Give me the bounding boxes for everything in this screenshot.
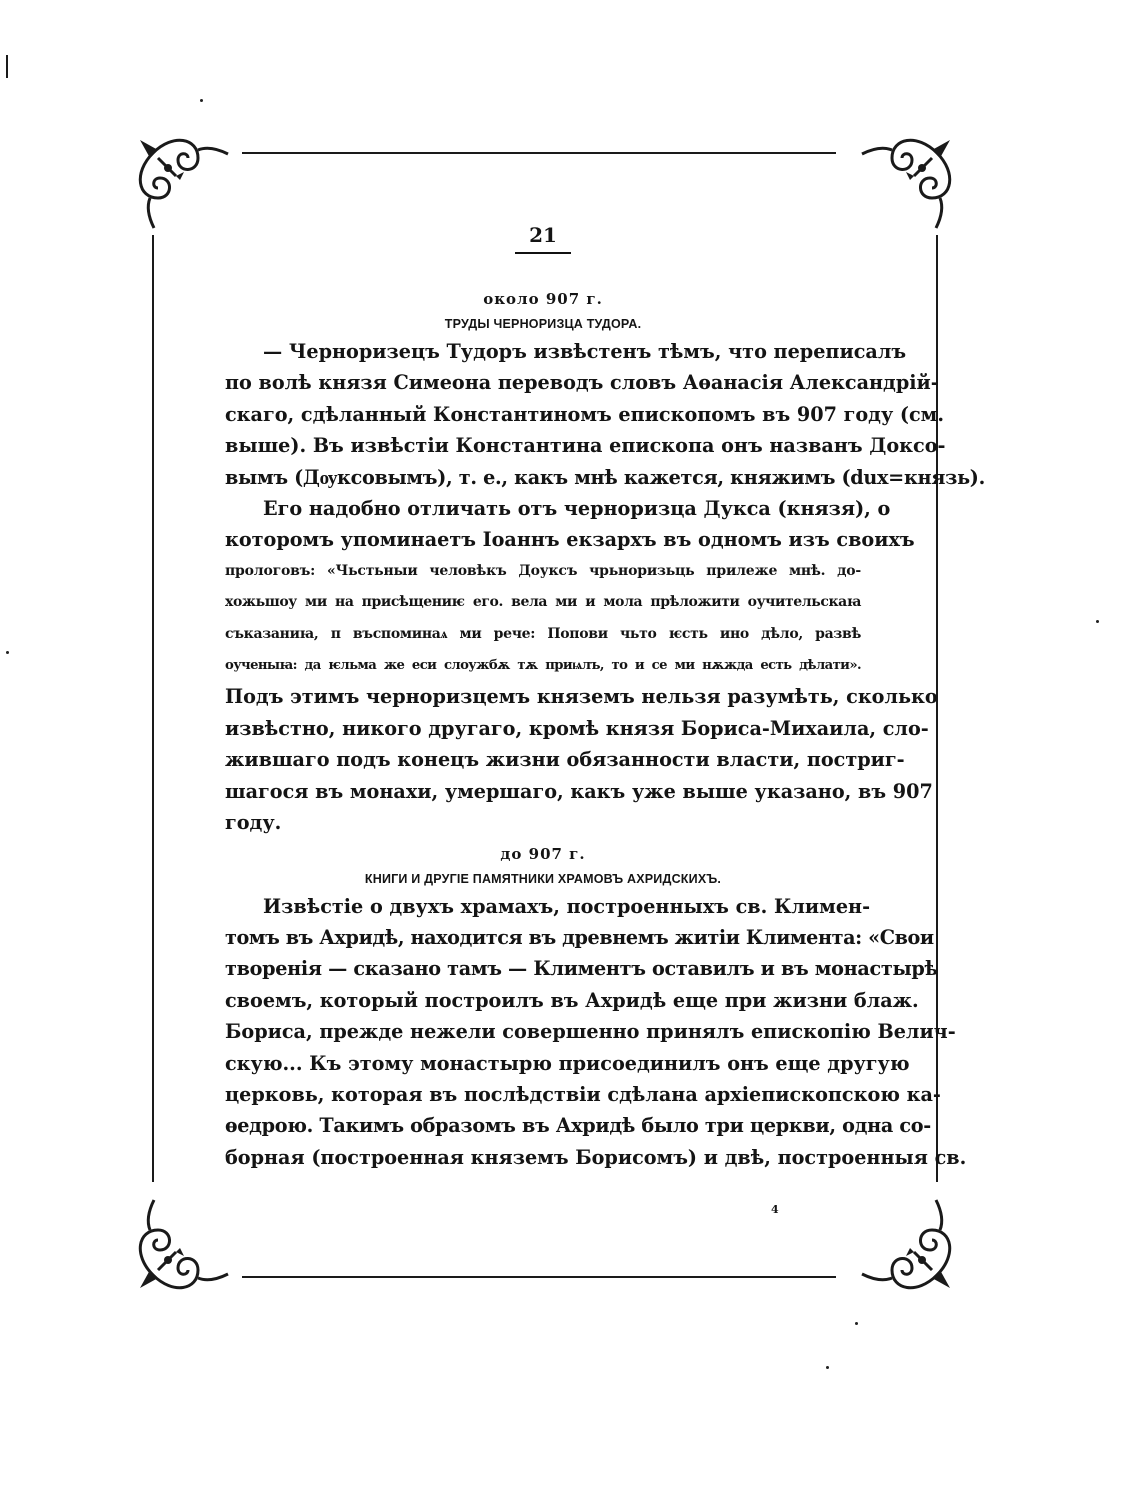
text-line: своемъ, который построилъ въ Ахридѣ еще при жизни блаж.: [225, 988, 919, 1012]
floral-scroll-corner-icon: [128, 1190, 238, 1300]
scan-speck: [855, 1322, 858, 1325]
quotation-line: прологовъ: «Чьстьныи человѣкъ Доуксъ чрьноризьць прилеже мнѣ. до-: [225, 562, 861, 579]
text-line: церковь, которая въ послѣдствіи сдѣлана архіепископскою ка-: [225, 1082, 941, 1106]
paragraph: [225, 493, 938, 838]
quotation-line: съказаниꙗ, п въспоминаѧ ми рече: Попови чьто ѥсть ино дѣло, развѣ: [225, 625, 861, 642]
text-line: Извѣстіе о двухъ храмахъ, построенныхъ св. Климен-: [263, 894, 871, 918]
text-line: томъ въ Ахридѣ, находится въ древнемъ житіи Климента: «Свои: [225, 925, 934, 949]
quotation-line: оученыꙗ: да ѥльма же еси слоужбѫ тѫ приѩлъ, то и се ми нѫжда есть дѣлати».: [225, 658, 861, 674]
section-title: КНИГИ И ДРУГІЕ ПАМЯТНИКИ ХРАМОВЪ АХРИДСКИХЪ.: [364, 871, 722, 886]
scan-speck: [1096, 620, 1099, 623]
text-line: году.: [225, 811, 282, 835]
text-line: скую... Къ этому монастырю присоединилъ онъ еще другую: [225, 1051, 910, 1075]
text-line: вымъ (Дѹксовымъ), т. е., какъ мнѣ кажется, княжимъ (dux=князь).: [225, 465, 985, 489]
paragraph: [225, 336, 985, 493]
section-date-heading: около 907 г.: [483, 290, 603, 308]
text-line: по волѣ князя Симеона переводъ словъ Аѳанасія Александрій-: [225, 371, 939, 395]
text-line: шагося въ монахи, умершаго, какъ уже выше указано, въ 907: [225, 779, 933, 803]
text-line: творенія — сказано тамъ — Климентъ оставилъ и въ монастырѣ: [225, 957, 938, 981]
text-line: Подъ этимъ черноризцемъ княземъ нельзя разумѣть, сколько: [225, 685, 938, 709]
text-line: которомъ упоминаетъ Іоаннъ екзархъ въ одномъ изъ своихъ: [225, 528, 915, 552]
section-date-heading: до 907 г.: [500, 844, 586, 863]
text-line: Бориса, прежде нежели совершенно принялъ епископію Велич-: [225, 1020, 956, 1044]
scan-speck: [6, 651, 9, 654]
page-number: 21: [225, 218, 861, 252]
floral-scroll-corner-icon: [128, 128, 238, 238]
text-line: жившаго подъ конецъ жизни обязанности власти, постриг-: [225, 748, 905, 772]
quotation-line: хожьшоу ми на присѣщениѥ его. вела ми и мола прѣложити оучительскаꙗ: [225, 594, 861, 611]
text-line: борная (построенная княземъ Борисомъ) и двѣ, построенныя св.: [225, 1145, 967, 1169]
text-line: извѣстно, никого другаго, кромѣ князя Бориса-Михаила, сло-: [225, 716, 929, 740]
floral-scroll-corner-icon: [852, 128, 962, 238]
page-content: [225, 218, 985, 1173]
sheet-signature-mark: 4: [771, 1203, 779, 1216]
text-line: ѳедрою. Такимъ образомъ въ Ахридѣ было три церкви, одна со-: [225, 1114, 931, 1138]
text-line: Его надобно отличать отъ черноризца Дукса (князя), о: [263, 497, 891, 521]
floral-scroll-corner-icon: [852, 1190, 962, 1300]
text-line: выше). Въ извѣстіи Константина епископа онъ названъ Доксо-: [225, 434, 946, 458]
scan-speck: [826, 1366, 829, 1369]
text-line: — Черноризецъ Тудоръ извѣстенъ тѣмъ, что переписалъ: [263, 340, 907, 363]
text-line: скаго, сдѣланный Константиномъ епископомъ въ 907 году (см.: [225, 402, 945, 426]
paragraph: [225, 891, 967, 1174]
scan-speck: [200, 99, 203, 102]
section-title: ТРУДЫ ЧЕРНОРИЗЦА ТУДОРА.: [444, 317, 642, 331]
